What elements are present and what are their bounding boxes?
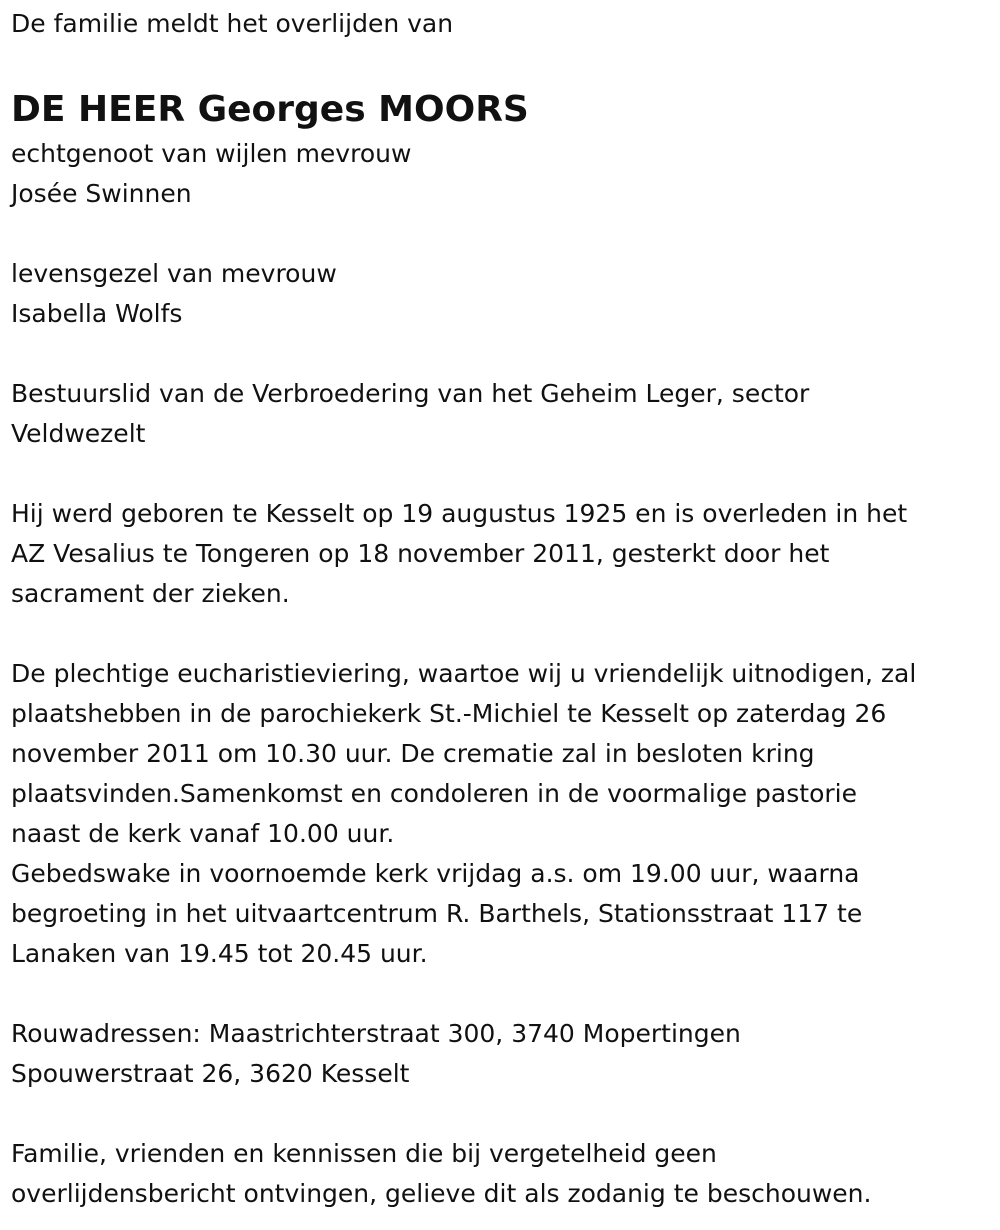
birth-death-line: AZ Vesalius te Tongeren op 18 november 2011, gesterkt door het xyxy=(11,539,830,568)
vigil-line: Lanaken van 19.45 tot 20.45 uur. xyxy=(11,939,428,968)
spacer xyxy=(11,974,986,1014)
spacer xyxy=(11,214,986,254)
address-line: Spouwerstraat 26, 3620 Kesselt xyxy=(11,1059,410,1088)
spacer xyxy=(11,334,986,374)
closing-line: Familie, vrienden en kennissen die bij vergetelheid geen xyxy=(11,1139,717,1168)
address-line: Rouwadressen: Maastrichterstraat 300, 3740 Mopertingen xyxy=(11,1019,741,1048)
vigil-line: begroeting in het uitvaartcentrum R. Barthels, Stationsstraat 117 te xyxy=(11,899,863,928)
birth-death-line: Hij werd geboren te Kesselt op 19 augustus 1925 en is overleden in het xyxy=(11,499,908,528)
spouse-line: echtgenoot van wijlen mevrouw xyxy=(11,139,412,168)
ceremony-line: plaatshebben in de parochiekerk St.-Michiel te Kesselt op zaterdag 26 xyxy=(11,699,887,728)
partner-name: Isabella Wolfs xyxy=(11,299,183,328)
spacer xyxy=(11,614,986,654)
vigil-line: Gebedswake in voornoemde kerk vrijdag a.s. om 19.00 uur, waarna xyxy=(11,859,860,888)
spacer xyxy=(11,1094,986,1134)
board-line: Veldwezelt xyxy=(11,419,146,448)
ceremony-line: naast de kerk vanaf 10.00 uur. xyxy=(11,819,395,848)
partner-line: levensgezel van mevrouw xyxy=(11,259,337,288)
ceremony-line: De plechtige eucharistieviering, waartoe wij u vriendelijk uitnodigen, zal xyxy=(11,659,917,688)
spouse-name: Josée Swinnen xyxy=(11,179,192,208)
board-line: Bestuurslid van de Verbroedering van het Geheim Leger, sector xyxy=(11,379,810,408)
closing-line: overlijdensbericht ontvingen, gelieve dit als zodanig te beschouwen. xyxy=(11,1179,872,1208)
ceremony-line: november 2011 om 10.30 uur. De crematie zal in besloten kring xyxy=(11,739,815,768)
birth-death-line: sacrament der zieken. xyxy=(11,579,290,608)
spacer xyxy=(11,454,986,494)
ceremony-line: plaatsvinden.Samenkomst en condoleren in de voormalige pastorie xyxy=(11,779,857,808)
death-notice xyxy=(11,0,986,1214)
intro-line: De familie meldt het overlijden van xyxy=(11,9,454,38)
deceased-name: DE HEER Georges MOORS xyxy=(11,89,529,130)
